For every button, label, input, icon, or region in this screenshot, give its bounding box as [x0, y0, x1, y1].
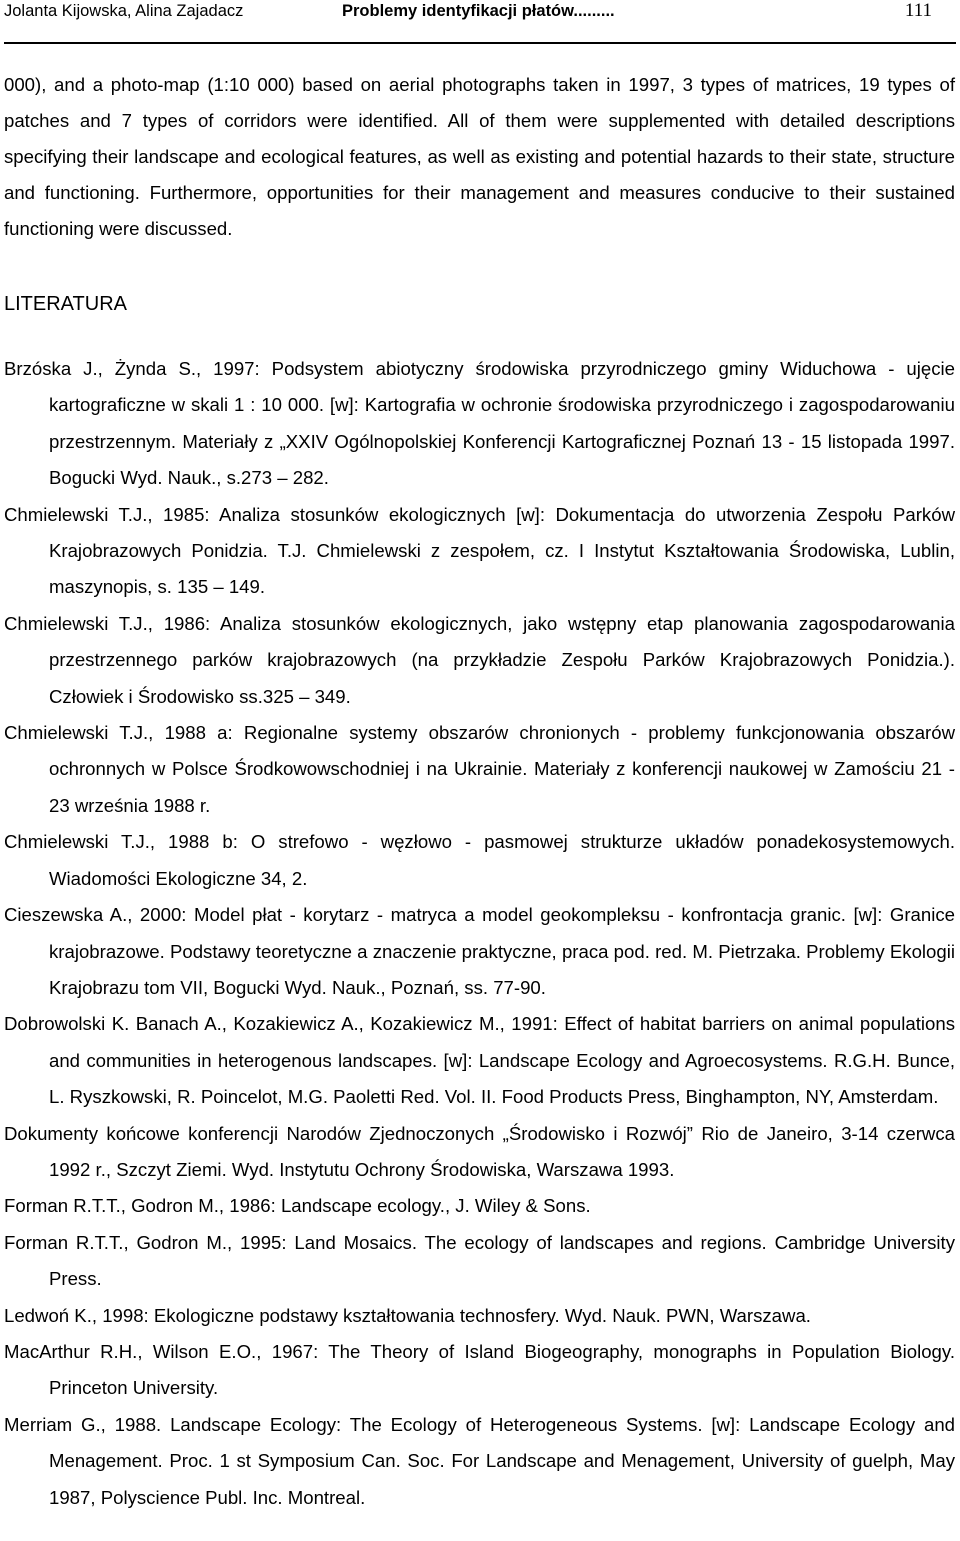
header-authors: Jolanta Kijowska, Alina Zajadacz	[4, 2, 244, 20]
abstract-paragraph: 000), and a photo-map (1:10 000) based on aerial photographs taken in 1997, 3 types of matrices, 19 types of patches and 7 types of corridors were identified. All of them were supplemented with detailed descriptions specifying their landscape and ecological features, as well as existing and potential hazards to their state, structure and functioning. Furthermore, opportunities for their management and measures conducive to their sustained functioning were discussed.	[4, 74, 955, 239]
reference-item: Dobrowolski K. Banach A., Kozakiewicz A., Kozakiewicz M., 1991: Effect of habitat barriers on animal populations and communities in heterogenous landscapes. [w]: Landscape Ecology and Agroecosystems. R.G.H. Bunce, L. Ryszkowski, R. Poincelot, M.G. Paoletti Red. Vol. II. Food Products Press, Binghampton, NY, Amsterdam.	[4, 1013, 955, 1108]
reference-item: Cieszewska A., 2000: Model płat - korytarz - matryca a model geokompleksu - konfrontacja granic. [w]: Granice krajobrazowe. Podstawy teoretyczne a znaczenie praktyczne, praca pod. red. M. Pietrzaka. Problemy Ekologii Krajobrazu tom VII, Bogucki Wyd. Nauk., Poznań, ss. 77-90.	[4, 904, 955, 998]
page-number: 111	[904, 0, 932, 21]
reference-item: Forman R.T.T., Godron M., 1995: Land Mosaics. The ecology of landscapes and regions. Cambridge University Press.	[4, 1231, 955, 1290]
reference-item: Dokumenty końcowe konferencji Narodów Zjednoczonych „Środowisko i Rozwój” Rio de Janeiro, 3-14 czerwca 1992 r., Szczyt Ziemi. Wyd. Instytutu Ochrony Środowiska, Warszawa 1993.	[4, 1122, 955, 1180]
reference-item: Chmielewski T.J., 1986: Analiza stosunków ekologicznych, jako wstępny etap planowania zagospodarowania przestrzennego parków krajobrazowych (na przykładzie Zespołu Parków Krajobrazowych Ponidzia.). Człowiek i Środowisko ss.325 – 349.	[4, 612, 955, 707]
reference-item: MacArthur R.H., Wilson E.O., 1967: The Theory of Island Biogeography, monographs in Population Biology. Princeton University.	[4, 1340, 955, 1399]
header-running-title: Problemy identyfikacji płatów.........	[342, 2, 615, 20]
reference-item: Chmielewski T.J., 1988 b: O strefowo - węzłowo - pasmowej strukturze układów ponadekosystemowych. Wiadomości Ekologiczne 34, 2.	[4, 831, 955, 889]
reference-item: Merriam G., 1988. Landscape Ecology: The Ecology of Heterogeneous Systems. [w]: Landscape Ecology and Menagement. Proc. 1 st Symposium Can. Soc. For Landscape and Menagement, University of guelph, May 1987, Polyscience Publ. Inc. Montreal.	[4, 1413, 955, 1508]
reference-list	[4, 351, 955, 1516]
reference-item: Chmielewski T.J., 1988 a: Regionalne systemy obszarów chronionych - problemy funkcjonowania obszarów ochronnych w Polsce Środkowowschodniej i na Ukrainie. Materiały z konferencji naukowej w Zamościu 21 - 23 września 1988 r.	[4, 722, 955, 816]
header-divider	[4, 42, 956, 44]
running-header	[4, 0, 956, 26]
reference-item: Brzóska J., Żynda S., 1997: Podsystem abiotyczny środowiska przyrodniczego gminy Widuchowa - ujęcie kartograficzne w skali 1 : 10 000. [w]: Kartografia w ochronie środowiska przyrodniczego i zagospodarowaniu przestrzennym. Materiały z „XXIV Ogólnopolskiej Konferencji Kartograficznej Poznań 13 - 15 listopada 1997. Bogucki Wyd. Nauk., s.273 – 282.	[4, 358, 955, 489]
reference-item: Ledwoń K., 1998: Ekologiczne podstawy kształtowania technosfery. Wyd. Nauk. PWN, Warszawa.	[4, 1304, 811, 1326]
reference-item: Forman R.T.T., Godron M., 1986: Landscape ecology., J. Wiley & Sons.	[4, 1195, 591, 1217]
reference-item: Chmielewski T.J., 1985: Analiza stosunków ekologicznych [w]: Dokumentacja do utworzenia Zespołu Parków Krajobrazowych Ponidzia. T.J. Chmielewski z zespołem, cz. I Instytut Kształtowania Środowiska, Lublin, maszynopis, s. 135 – 149.	[4, 503, 955, 598]
section-heading-literatura: LITERATURA	[4, 293, 127, 315]
